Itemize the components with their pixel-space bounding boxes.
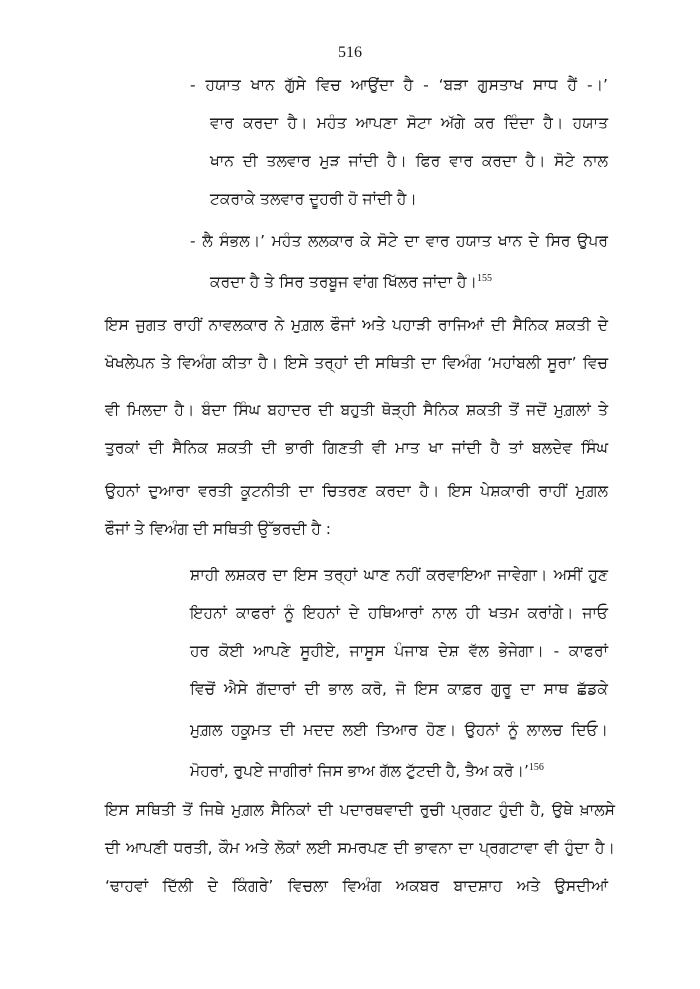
- quote-line: ਸ਼ਾਹੀ ਲਸ਼ਕਰ ਦਾ ਇਸ ਤਰ੍ਹਾਂ ਘਾਣ ਨਹੀਂ ਕਰਵਾਇਆ ਜਾਵੇਗਾ। ਅਸੀਂ ਹੁਣ: [190, 566, 608, 584]
- dialogue-line: - ਹਯਾਤ ਖਾਨ ਗੁੱਸੇ ਵਿਚ ਆਉਂਦਾ ਹੈ - ‘ਬੜਾ ਗੁਸਤਾਖ ਸਾਧ ਹੈਂ -।’: [190, 76, 608, 94]
- footnote-ref[interactable]: 155: [476, 273, 492, 284]
- quote-line: ਵਿਚੋਂ ਐਸੇ ਗੱਦਾਰਾਂ ਦੀ ਭਾਲ ਕਰੋ, ਜੋ ਇਸ ਕਾਫ਼ਰ ਗੁਰੂ ਦਾ ਸਾਥ ਛੱਡਕੇ: [190, 680, 608, 698]
- dialogue-line: ਵਾਰ ਕਰਦਾ ਹੈ। ਮਹੰਤ ਆਪਣਾ ਸੋਟਾ ਅੱਗੇ ਕਰ ਦਿੰਦਾ ਹੈ। ਹਯਾਤ: [210, 114, 608, 132]
- quote-line: ਇਹਨਾਂ ਕਾਫਰਾਂ ਨੂੰ ਇਹਨਾਂ ਦੇ ਹਥਿਆਰਾਂ ਨਾਲ ਹੀ ਖਤਮ ਕਰਾਂਗੇ। ਜਾਓ: [190, 604, 608, 622]
- body-line: ਤੁਰਕਾਂ ਦੀ ਸੈਨਿਕ ਸ਼ਕਤੀ ਦੀ ਭਾਰੀ ਗਿਣਤੀ ਵੀ ਮਾਤ ਖਾ ਜਾਂਦੀ ਹੈ ਤਾਂ ਬਲਦੇਵ ਸਿੰਘ: [105, 439, 608, 457]
- dialogue-line: - ਲੈ ਸੰਭਲ।’ ਮਹੰਤ ਲਲਕਾਰ ਕੇ ਸੋਟੇ ਦਾ ਵਾਰ ਹਯਾਤ ਖਾਨ ਦੇ ਸਿਰ ਉਪਰ: [190, 232, 608, 250]
- body-line: ਦੀ ਆਪਣੀ ਧਰਤੀ, ਕੌਮ ਅਤੇ ਲੋਕਾਂ ਲਈ ਸਮਰਪਣ ਦੀ ਭਾਵਨਾ ਦਾ ਪ੍ਰਗਟਾਵਾ ਵੀ ਹੁੰਦਾ ਹੈ।: [105, 839, 615, 857]
- quote-line: ਮੁਗ਼ਲ ਹਕੂਮਤ ਦੀ ਮਦਦ ਲਈ ਤਿਆਰ ਹੋਣ। ਉਹਨਾਂ ਨੂੰ ਲਾਲਚ ਦਿਓ।: [190, 721, 608, 739]
- body-line: ਵੀ ਮਿਲਦਾ ਹੈ। ਬੰਦਾ ਸਿੰਘ ਬਹਾਦਰ ਦੀ ਬਹੁਤੀ ਥੋੜ੍ਹੀ ਸੈਨਿਕ ਸ਼ਕਤੀ ਤੋਂ ਜਦੋਂ ਮੁਗ਼ਲਾਂ ਤੇ: [105, 401, 608, 419]
- quote-line: ਹਰ ਕੋਈ ਆਪਣੇ ਸੂਹੀਏ, ਜਾਸੂਸ ਪੰਜਾਬ ਦੇਸ਼ ਵੱਲ ਭੇਜੇਗਾ। - ਕਾਫਰਾਂ: [190, 642, 608, 660]
- page-number: 516: [338, 44, 362, 61]
- dialogue-line: ਟਕਰਾਕੇ ਤਲਵਾਰ ਦੂਹਰੀ ਹੋ ਜਾਂਦੀ ਹੈ।: [210, 190, 417, 208]
- body-line: ਖੋਖਲੇਪਨ ਤੇ ਵਿਅੰਗ ਕੀਤਾ ਹੈ। ਇਸੇ ਤਰ੍ਹਾਂ ਦੀ ਸਥਿਤੀ ਦਾ ਵਿਅੰਗ ‘ਮਹਾਂਬਲੀ ਸੂਰਾ’ ਵਿਚ: [105, 354, 608, 372]
- body-line: ਫੌਜਾਂ ਤੇ ਵਿਅੰਗ ਦੀ ਸਥਿਤੀ ਉੱਭਰਦੀ ਹੈ :: [105, 520, 331, 538]
- body-line: ‘ਢਾਹਵਾਂ ਦਿੱਲੀ ਦੇ ਕਿੰਗਰੇ’ ਵਿਚਲਾ ਵਿਅੰਗ ਅਕਬਰ ਬਾਦਸ਼ਾਹ ਅਤੇ ਉਸਦੀਆਂ: [105, 877, 608, 895]
- body-line: ਇਸ ਸਥਿਤੀ ਤੋਂ ਜਿਥੇ ਮੁਗ਼ਲ ਸੈਨਿਕਾਂ ਦੀ ਪਦਾਰਥਵਾਦੀ ਰੁਚੀ ਪ੍ਰਗਟ ਹੁੰਦੀ ਹੈ, ਉਥੇ ਖ਼ਾਲਸੇ: [105, 801, 615, 819]
- body-line: ਉਹਨਾਂ ਦੁਆਰਾ ਵਰਤੀ ਕੂਟਨੀਤੀ ਦਾ ਚਿਤਰਣ ਕਰਦਾ ਹੈ। ਇਸ ਪੇਸ਼ਕਾਰੀ ਰਾਹੀਂ ਮੁਗ਼ਲ: [105, 482, 608, 500]
- dialogue-line: ਕਰਦਾ ਹੈ ਤੇ ਸਿਰ ਤਰਬੂਜ ਵਾਂਗ ਖਿੱਲਰ ਜਾਂਦਾ ਹੈ।$^{155}$: [210, 273, 492, 291]
- footnote-ref[interactable]: 156: [528, 762, 544, 773]
- body-line: ਇਸ ਜੁਗਤ ਰਾਹੀਂ ਨਾਵਲਕਾਰ ਨੇ ਮੁਗ਼ਲ ਫੌਜਾਂ ਅਤੇ ਪਹਾੜੀ ਰਾਜਿਆਂ ਦੀ ਸੈਨਿਕ ਸ਼ਕਤੀ ਦੇ: [105, 316, 608, 334]
- dialogue-line: ਖਾਨ ਦੀ ਤਲਵਾਰ ਮੁੜ ਜਾਂਦੀ ਹੈ। ਫਿਰ ਵਾਰ ਕਰਦਾ ਹੈ। ਸੋਟੇ ਨਾਲ: [210, 152, 608, 170]
- quote-line: ਮੋਹਰਾਂ, ਰੁਪਏ ਜਾਗੀਰਾਂ ਜਿਸ ਭਾਅ ਗੱਲ ਟੁੱਟਦੀ ਹੈ, ਤੈਅ ਕਰੋ।’$^{156}$: [190, 762, 544, 780]
